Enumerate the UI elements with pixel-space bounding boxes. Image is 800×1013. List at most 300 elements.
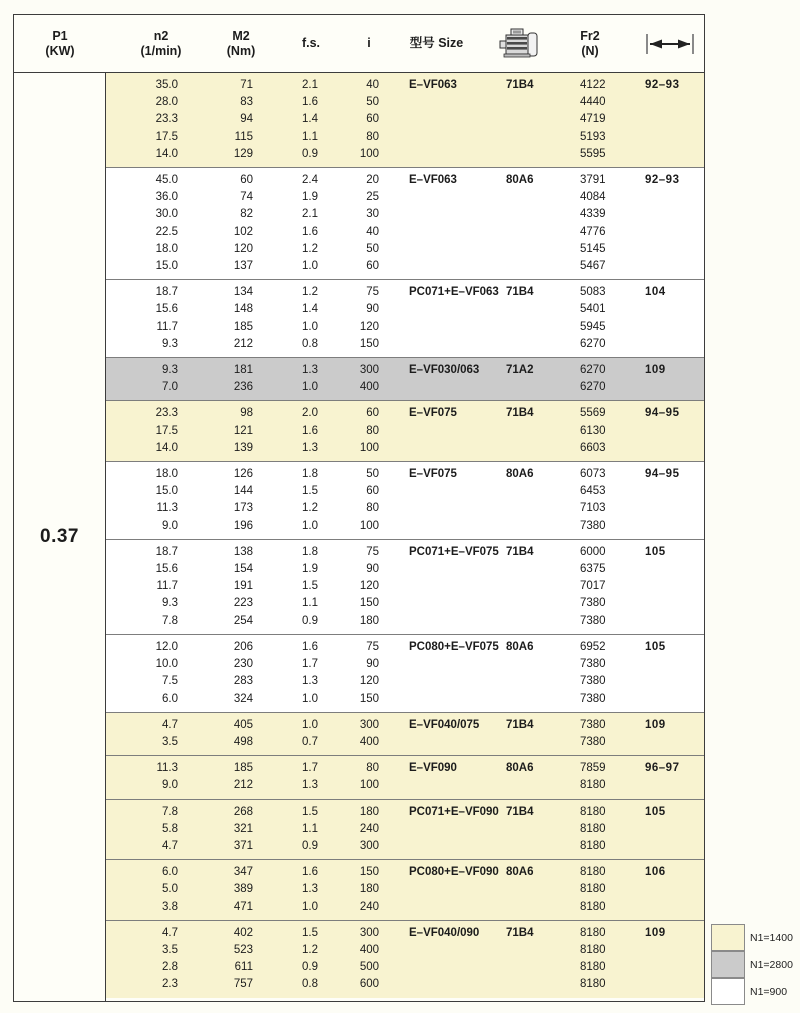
table-row — [106, 379, 705, 396]
i-cell: 90 — [366, 563, 379, 576]
fs-cell: 1.6 — [302, 640, 318, 653]
m2-cell: 181 — [233, 364, 253, 377]
m2-cell: 126 — [233, 468, 253, 481]
model-cell: E–VF030/063 — [409, 364, 480, 377]
page-ref-cell: 96–97 — [645, 762, 680, 775]
i-cell: 120 — [359, 580, 379, 593]
i-cell: 90 — [366, 658, 379, 671]
fs-cell: 1.3 — [302, 441, 318, 454]
motor-size-cell: 80A6 — [506, 866, 534, 879]
motor-icon — [491, 27, 546, 61]
n2-cell: 5.8 — [162, 822, 178, 835]
i-cell: 30 — [366, 208, 379, 221]
i-cell: 120 — [359, 320, 379, 333]
header-n2-unit: (1/min) — [140, 43, 182, 58]
table-row — [106, 483, 705, 500]
m2-cell: 185 — [233, 762, 253, 775]
m2-cell: 121 — [233, 424, 253, 437]
motor-size-cell: 80A6 — [506, 640, 534, 653]
table-row — [106, 899, 705, 916]
page-ref-cell — [641, 500, 705, 517]
model-cell — [391, 613, 506, 630]
model-cell — [391, 691, 506, 708]
n2-cell: 12.0 — [155, 640, 178, 653]
motor-size-cell — [506, 595, 576, 612]
m2-cell: 611 — [234, 961, 253, 974]
n2-cell: 4.7 — [162, 718, 178, 731]
motor-size-cell — [506, 483, 576, 500]
model-cell: PC071+E–VF063 — [409, 286, 499, 299]
table-row — [106, 777, 705, 794]
model-cell: PC071+E–VF075 — [409, 545, 499, 558]
motor-size-cell — [506, 319, 576, 336]
fs-cell: 1.0 — [302, 692, 318, 705]
fs-cell: 0.9 — [302, 614, 318, 627]
n2-cell: 23.3 — [155, 113, 178, 126]
n2-cell: 18.7 — [155, 545, 178, 558]
fs-cell: 1.2 — [302, 943, 318, 956]
m2-cell: 283 — [233, 675, 253, 688]
fr2-cell: 4339 — [580, 208, 606, 221]
table-row — [106, 500, 705, 517]
page-ref-cell — [641, 423, 705, 440]
m2-cell: 402 — [233, 926, 253, 939]
model-group — [106, 400, 705, 461]
fs-cell: 1.6 — [302, 225, 318, 238]
table-row — [106, 94, 705, 111]
model-cell — [391, 241, 506, 258]
motor-size-cell — [506, 206, 576, 223]
n2-cell: 18.7 — [155, 286, 178, 299]
n2-cell: 36.0 — [155, 191, 178, 204]
i-cell: 300 — [359, 839, 379, 852]
n2-cell: 11.7 — [156, 580, 178, 593]
table-row — [106, 189, 705, 206]
page-ref-cell: 92–93 — [645, 79, 680, 91]
motor-size-cell — [506, 578, 576, 595]
table-row — [106, 544, 705, 561]
motor-size-cell — [506, 613, 576, 630]
fr2-cell: 6603 — [580, 441, 606, 454]
legend-item — [711, 978, 793, 1005]
header-p1-unit: (KW) — [45, 43, 75, 58]
fr2-cell: 7859 — [580, 762, 606, 775]
motor-size-cell: 80A6 — [506, 468, 534, 481]
fs-cell: 1.7 — [302, 762, 318, 775]
fr2-cell: 5083 — [580, 286, 606, 299]
model-cell — [391, 319, 506, 336]
m2-cell: 196 — [233, 519, 253, 532]
table-row — [106, 639, 705, 656]
m2-cell: 129 — [233, 147, 253, 160]
model-cell — [391, 595, 506, 612]
motor-size-cell: 71A2 — [506, 364, 534, 377]
motor-size-cell: 71B4 — [506, 545, 534, 558]
n2-cell: 11.7 — [156, 320, 178, 333]
m2-cell: 405 — [233, 718, 253, 731]
table-row — [106, 959, 705, 976]
page-ref-cell — [641, 942, 705, 959]
model-cell — [391, 258, 506, 275]
page-ref-cell: 105 — [645, 805, 666, 818]
page-ref-cell — [641, 241, 705, 258]
m2-cell: 185 — [233, 320, 253, 333]
motor-size-cell: 71B4 — [506, 718, 534, 731]
i-cell: 500 — [359, 961, 379, 974]
fr2-cell: 8180 — [580, 943, 606, 956]
table-row — [106, 362, 705, 379]
motor-size-cell — [506, 301, 576, 318]
table-row — [106, 925, 705, 942]
n2-cell: 7.5 — [162, 675, 178, 688]
motor-size-cell — [506, 734, 576, 751]
model-cell: E–VF063 — [409, 79, 457, 91]
table-row — [106, 734, 705, 751]
n2-cell: 7.8 — [162, 805, 178, 818]
fs-cell: 1.2 — [302, 502, 318, 515]
page-ref-cell — [641, 561, 705, 578]
m2-cell: 94 — [240, 113, 253, 126]
fs-cell: 2.1 — [302, 79, 318, 91]
i-cell: 50 — [366, 468, 379, 481]
n2-cell: 3.5 — [162, 943, 178, 956]
page-ref-cell — [641, 518, 705, 535]
fr2-cell: 6952 — [580, 640, 606, 653]
table-row — [106, 613, 705, 630]
m2-cell: 371 — [233, 839, 253, 852]
fs-cell: 1.5 — [302, 926, 318, 939]
table-row — [106, 224, 705, 241]
motor-size-cell — [506, 942, 576, 959]
table-row — [106, 518, 705, 535]
fr2-cell: 5595 — [580, 147, 606, 160]
page-ref-cell — [641, 881, 705, 898]
fs-cell: 1.3 — [302, 883, 318, 896]
m2-cell: 83 — [240, 96, 253, 109]
fr2-cell: 8180 — [580, 779, 606, 792]
fs-cell: 2.1 — [302, 208, 318, 221]
fr2-cell: 8180 — [580, 866, 606, 879]
model-group — [106, 357, 705, 400]
i-cell: 180 — [359, 883, 379, 896]
fs-cell: 1.6 — [302, 424, 318, 437]
i-cell: 40 — [366, 225, 379, 238]
model-cell — [391, 224, 506, 241]
table-row — [106, 578, 705, 595]
page-ref-cell — [641, 440, 705, 457]
m2-cell: 523 — [233, 943, 253, 956]
m2-cell: 206 — [233, 640, 253, 653]
model-group — [106, 167, 705, 279]
motor-size-cell — [506, 379, 576, 396]
page-ref-cell — [641, 258, 705, 275]
header-n2-symbol: n2 — [153, 28, 169, 43]
legend-label: N1=900 — [750, 985, 788, 998]
table-row — [106, 241, 705, 258]
model-cell: PC080+E–VF090 — [409, 866, 499, 879]
fr2-cell: 7380 — [580, 597, 606, 610]
i-cell: 80 — [366, 130, 379, 143]
i-cell: 240 — [359, 822, 379, 835]
i-cell: 80 — [366, 424, 379, 437]
legend-swatch-yellow — [711, 924, 745, 951]
motor-size-cell — [506, 561, 576, 578]
motor-size-cell — [506, 129, 576, 146]
fr2-cell: 4440 — [580, 96, 606, 109]
i-cell: 300 — [359, 364, 379, 377]
fr2-cell: 8180 — [580, 978, 606, 991]
n2-cell: 9.0 — [162, 519, 178, 532]
model-cell — [391, 518, 506, 535]
m2-cell: 74 — [240, 191, 253, 204]
motor-size-cell — [506, 691, 576, 708]
model-cell — [391, 379, 506, 396]
model-group — [106, 539, 705, 634]
header-p1 — [14, 29, 106, 59]
model-cell: E–VF040/090 — [409, 926, 480, 939]
fs-cell: 1.8 — [302, 468, 318, 481]
motor-size-cell: 80A6 — [506, 762, 534, 775]
fs-cell: 2.4 — [302, 174, 318, 187]
motor-size-cell — [506, 189, 576, 206]
motor-size-cell — [506, 423, 576, 440]
table-row — [106, 838, 705, 855]
n2-cell: 15.6 — [155, 563, 178, 576]
motor-size-cell — [506, 821, 576, 838]
n2-cell: 11.3 — [156, 762, 178, 775]
model-cell — [391, 189, 506, 206]
motor-size-cell — [506, 976, 576, 993]
fs-cell: 0.7 — [302, 735, 318, 748]
n2-cell: 9.0 — [162, 779, 178, 792]
n2-cell: 18.0 — [155, 242, 178, 255]
motor-size-cell: 71B4 — [506, 286, 534, 299]
page-ref-cell — [641, 899, 705, 916]
model-cell — [391, 656, 506, 673]
model-cell — [391, 111, 506, 128]
model-cell: E–VF040/075 — [409, 718, 480, 731]
table-row — [106, 673, 705, 690]
fr2-cell: 5145 — [580, 242, 606, 255]
i-cell: 300 — [359, 926, 379, 939]
page-ref-cell — [641, 777, 705, 794]
m2-cell: 347 — [233, 866, 253, 879]
page-ref-cell — [641, 379, 705, 396]
fs-cell: 1.3 — [302, 675, 318, 688]
model-cell — [391, 838, 506, 855]
table-row — [106, 206, 705, 223]
n2-cell: 4.7 — [162, 926, 178, 939]
fr2-cell: 8180 — [580, 883, 606, 896]
model-cell — [391, 976, 506, 993]
m2-cell: 102 — [233, 225, 253, 238]
page-ref-cell: 109 — [645, 718, 666, 731]
motor-size-cell — [506, 881, 576, 898]
motor-size-cell: 71B4 — [506, 407, 534, 420]
n2-cell: 17.5 — [155, 424, 178, 437]
n2-cell: 2.8 — [162, 961, 178, 974]
table-row — [106, 111, 705, 128]
i-cell: 120 — [359, 675, 379, 688]
model-group — [106, 859, 705, 920]
n2-cell: 2.3 — [162, 978, 178, 991]
n2-cell: 22.5 — [155, 225, 178, 238]
fr2-cell: 6270 — [580, 337, 606, 350]
legend-item — [711, 924, 793, 951]
page-ref-cell — [641, 656, 705, 673]
i-cell: 60 — [366, 485, 379, 498]
n2-cell: 45.0 — [155, 174, 178, 187]
table-row — [106, 146, 705, 163]
i-cell: 50 — [366, 242, 379, 255]
m2-cell: 230 — [233, 658, 253, 671]
page-ref-cell — [641, 613, 705, 630]
table-row — [106, 942, 705, 959]
table-row — [106, 405, 705, 422]
header-i: i — [367, 36, 371, 50]
fs-cell: 2.0 — [302, 407, 318, 420]
rating-table — [13, 14, 705, 1002]
fr2-cell: 6453 — [580, 485, 606, 498]
groups — [106, 73, 705, 1001]
page-ref-cell: 94–95 — [645, 468, 680, 481]
model-cell: E–VF090 — [409, 762, 457, 775]
motor-size-cell — [506, 656, 576, 673]
fs-cell: 1.0 — [302, 381, 318, 394]
page-ref-cell: 92–93 — [645, 174, 680, 187]
model-cell — [391, 423, 506, 440]
header-p1-symbol: P1 — [52, 28, 68, 43]
fr2-cell: 8180 — [580, 961, 606, 974]
i-cell: 25 — [366, 191, 379, 204]
page-ref-cell — [641, 821, 705, 838]
fr2-cell: 5945 — [580, 320, 606, 333]
m2-cell: 148 — [233, 303, 253, 316]
fr2-cell: 4776 — [580, 225, 606, 238]
model-group — [106, 279, 705, 357]
i-cell: 100 — [359, 147, 379, 160]
table-row — [106, 466, 705, 483]
fr2-cell: 7380 — [580, 692, 606, 705]
page-ref-cell: 105 — [645, 545, 666, 558]
m2-cell: 138 — [233, 545, 253, 558]
fs-cell: 0.8 — [302, 978, 318, 991]
header-n2 — [106, 29, 216, 59]
fs-cell: 1.0 — [302, 320, 318, 333]
table-row — [106, 258, 705, 275]
fr2-cell: 6000 — [580, 545, 606, 558]
model-cell — [391, 146, 506, 163]
motor-size-cell — [506, 241, 576, 258]
model-cell — [391, 561, 506, 578]
fr2-cell: 6073 — [580, 468, 606, 481]
page-ref-cell — [641, 129, 705, 146]
fs-cell: 1.9 — [302, 563, 318, 576]
table-row — [106, 561, 705, 578]
header-fr2-symbol: Fr2 — [580, 28, 600, 43]
page-ref-cell — [641, 691, 705, 708]
table-row — [106, 881, 705, 898]
model-group — [106, 634, 705, 712]
fr2-cell: 7103 — [580, 502, 606, 515]
m2-cell: 120 — [233, 242, 253, 255]
table-row — [106, 172, 705, 189]
motor-size-cell — [506, 959, 576, 976]
fr2-cell: 4122 — [580, 79, 606, 91]
page-ref-cell — [641, 189, 705, 206]
model-cell — [391, 94, 506, 111]
fs-cell: 1.4 — [302, 113, 318, 126]
page-ref-cell — [641, 94, 705, 111]
page-ref-cell — [641, 483, 705, 500]
fr2-cell: 3791 — [580, 174, 606, 187]
n2-cell: 28.0 — [155, 96, 178, 109]
motor-size-cell — [506, 258, 576, 275]
page-ref-cell — [641, 838, 705, 855]
i-cell: 50 — [366, 96, 379, 109]
table-row — [106, 440, 705, 457]
page-ref-cell: 109 — [645, 926, 666, 939]
fs-cell: 1.5 — [302, 805, 318, 818]
table-row — [106, 129, 705, 146]
legend-swatch-white — [711, 978, 745, 1005]
model-group — [106, 461, 705, 539]
table-row — [106, 864, 705, 881]
m2-cell: 115 — [234, 130, 253, 143]
fr2-cell: 8180 — [580, 822, 606, 835]
i-cell: 60 — [366, 113, 379, 126]
motor-size-cell: 71B4 — [506, 805, 534, 818]
fr2-cell: 7380 — [580, 658, 606, 671]
n2-cell: 15.0 — [155, 485, 178, 498]
model-cell: E–VF063 — [409, 174, 457, 187]
page-ref-cell — [641, 673, 705, 690]
n2-cell: 4.7 — [162, 839, 178, 852]
model-cell — [391, 821, 506, 838]
m2-cell: 173 — [233, 502, 253, 515]
model-group — [106, 799, 705, 860]
fr2-cell: 8180 — [580, 926, 606, 939]
fs-cell: 1.3 — [302, 779, 318, 792]
page-ref-cell: 106 — [645, 866, 666, 879]
i-cell: 75 — [366, 545, 379, 558]
motor-size-cell — [506, 146, 576, 163]
page-ref-cell — [641, 976, 705, 993]
motor-size-cell: 71B4 — [506, 926, 534, 939]
header-m2-symbol: M2 — [232, 28, 250, 43]
m2-cell: 139 — [233, 441, 253, 454]
model-cell — [391, 301, 506, 318]
speed-legend — [711, 924, 793, 1005]
n2-cell: 23.3 — [155, 407, 178, 420]
n2-cell: 9.3 — [162, 597, 178, 610]
fs-cell: 1.5 — [302, 485, 318, 498]
header-m2 — [216, 29, 266, 59]
header-fs: f.s. — [301, 36, 321, 50]
fr2-cell: 8180 — [580, 805, 606, 818]
legend-label: N1=1400 — [750, 931, 793, 944]
m2-cell: 212 — [233, 337, 253, 350]
dimension-arrow-icon — [634, 30, 705, 58]
i-cell: 180 — [359, 614, 379, 627]
fs-cell: 1.1 — [302, 130, 318, 143]
fr2-cell: 7017 — [580, 580, 606, 593]
fr2-cell: 7380 — [580, 675, 606, 688]
m2-cell: 154 — [233, 563, 253, 576]
n2-cell: 30.0 — [155, 208, 178, 221]
table-body — [14, 73, 704, 1001]
fs-cell: 1.4 — [302, 303, 318, 316]
